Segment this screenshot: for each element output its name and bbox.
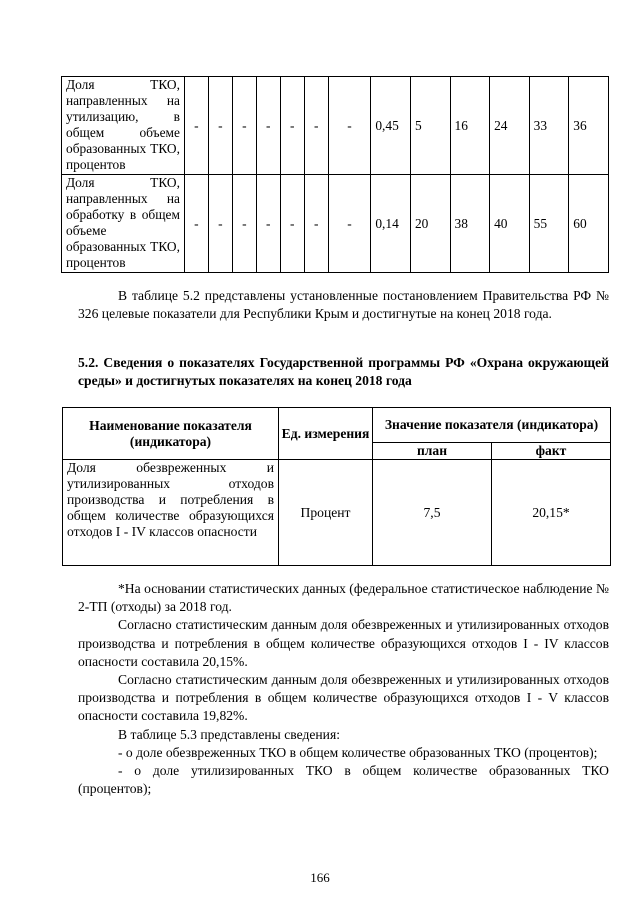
table-cell: 33 xyxy=(529,77,569,175)
indicator-plan: 7,5 xyxy=(373,460,492,566)
table-cell: 20 xyxy=(410,175,450,273)
table-cell: 5 xyxy=(410,77,450,175)
table-cell: - xyxy=(256,175,280,273)
header-fact: факт xyxy=(492,443,611,460)
table-cell: - xyxy=(328,175,371,273)
footnote-paragraph: *На основании статистических данных (федеральное статистическое наблюдение № 2-ТП (отходы) за 2018 год. xyxy=(78,581,609,615)
table-cell: 55 xyxy=(529,175,569,273)
table-cell: - xyxy=(184,175,208,273)
program-indicators-table xyxy=(62,407,611,566)
paragraph: Согласно статистическим данным доля обезвреженных и утилизированных отходов производства и потребления в общем количестве образующихся отходов I - V классов опасности составила 19,82%. xyxy=(78,672,609,724)
table-cell: 0,45 xyxy=(371,77,411,175)
table-cell: - xyxy=(232,175,256,273)
paragraph: Согласно статистическим данным доля обезвреженных и утилизированных отходов производства и потребления в общем количестве образующихся отходов I - IV классов опасности составила 20,15%. xyxy=(78,617,609,669)
row-label: Доля ТКО, направленных на утилизацию, в общем объеме образованных ТКО, процентов xyxy=(62,77,185,175)
table-cell: 0,14 xyxy=(371,175,411,273)
table-cell: - xyxy=(280,175,304,273)
page-number: 166 xyxy=(310,870,330,885)
table-row xyxy=(62,77,609,175)
table-cell: 38 xyxy=(450,175,490,273)
table-cell: - xyxy=(328,77,371,175)
table-row xyxy=(62,175,609,273)
indicator-fact: 20,15* xyxy=(492,460,611,566)
table-cell: 40 xyxy=(490,175,530,273)
table-cell: - xyxy=(304,77,328,175)
table-row xyxy=(63,460,611,566)
table-cell: - xyxy=(208,77,232,175)
table-cell: - xyxy=(184,77,208,175)
header-plan: план xyxy=(373,443,492,460)
header-name: Наименование показателя (индикатора) xyxy=(63,408,279,460)
header-value: Значение показателя (индикатора) xyxy=(373,408,611,443)
table-cell: - xyxy=(304,175,328,273)
paragraph: В таблице 5.3 представлены сведения: xyxy=(118,726,340,742)
table-cell: - xyxy=(208,175,232,273)
indicator-name: Доля обезвреженных и утилизированных отходов производства и потребления в общем количестве образующихся отходов I - IV классов опасности xyxy=(63,460,279,566)
intro-paragraph: В таблице 5.2 представлены установленные постановлением Правительства РФ № 326 целевые показатели для Республики Крым и достигнутые на конец 2018 года. xyxy=(78,288,609,321)
indicator-table-continued xyxy=(61,76,609,273)
table-cell: - xyxy=(280,77,304,175)
table-cell: 16 xyxy=(450,77,490,175)
table-cell: - xyxy=(232,77,256,175)
indicator-unit: Процент xyxy=(279,460,373,566)
section-heading: 5.2. Сведения о показателях Государственной программы РФ «Охрана окружающей среды» и достигнутых показателях на конец 2018 года xyxy=(78,355,609,388)
list-item: - о доле утилизированных ТКО в общем количестве образованных ТКО (процентов); xyxy=(78,763,609,797)
list-item: - о доле обезвреженных ТКО в общем количестве образованных ТКО (процентов); xyxy=(118,744,598,760)
header-unit: Ед. измерения xyxy=(279,408,373,460)
table-cell: 36 xyxy=(569,77,609,175)
row-label: Доля ТКО, направленных на обработку в общем объеме образованных ТКО, процентов xyxy=(62,175,185,273)
table-cell: - xyxy=(256,77,280,175)
body-text xyxy=(78,580,609,798)
table-cell: 60 xyxy=(569,175,609,273)
table-cell: 24 xyxy=(490,77,530,175)
